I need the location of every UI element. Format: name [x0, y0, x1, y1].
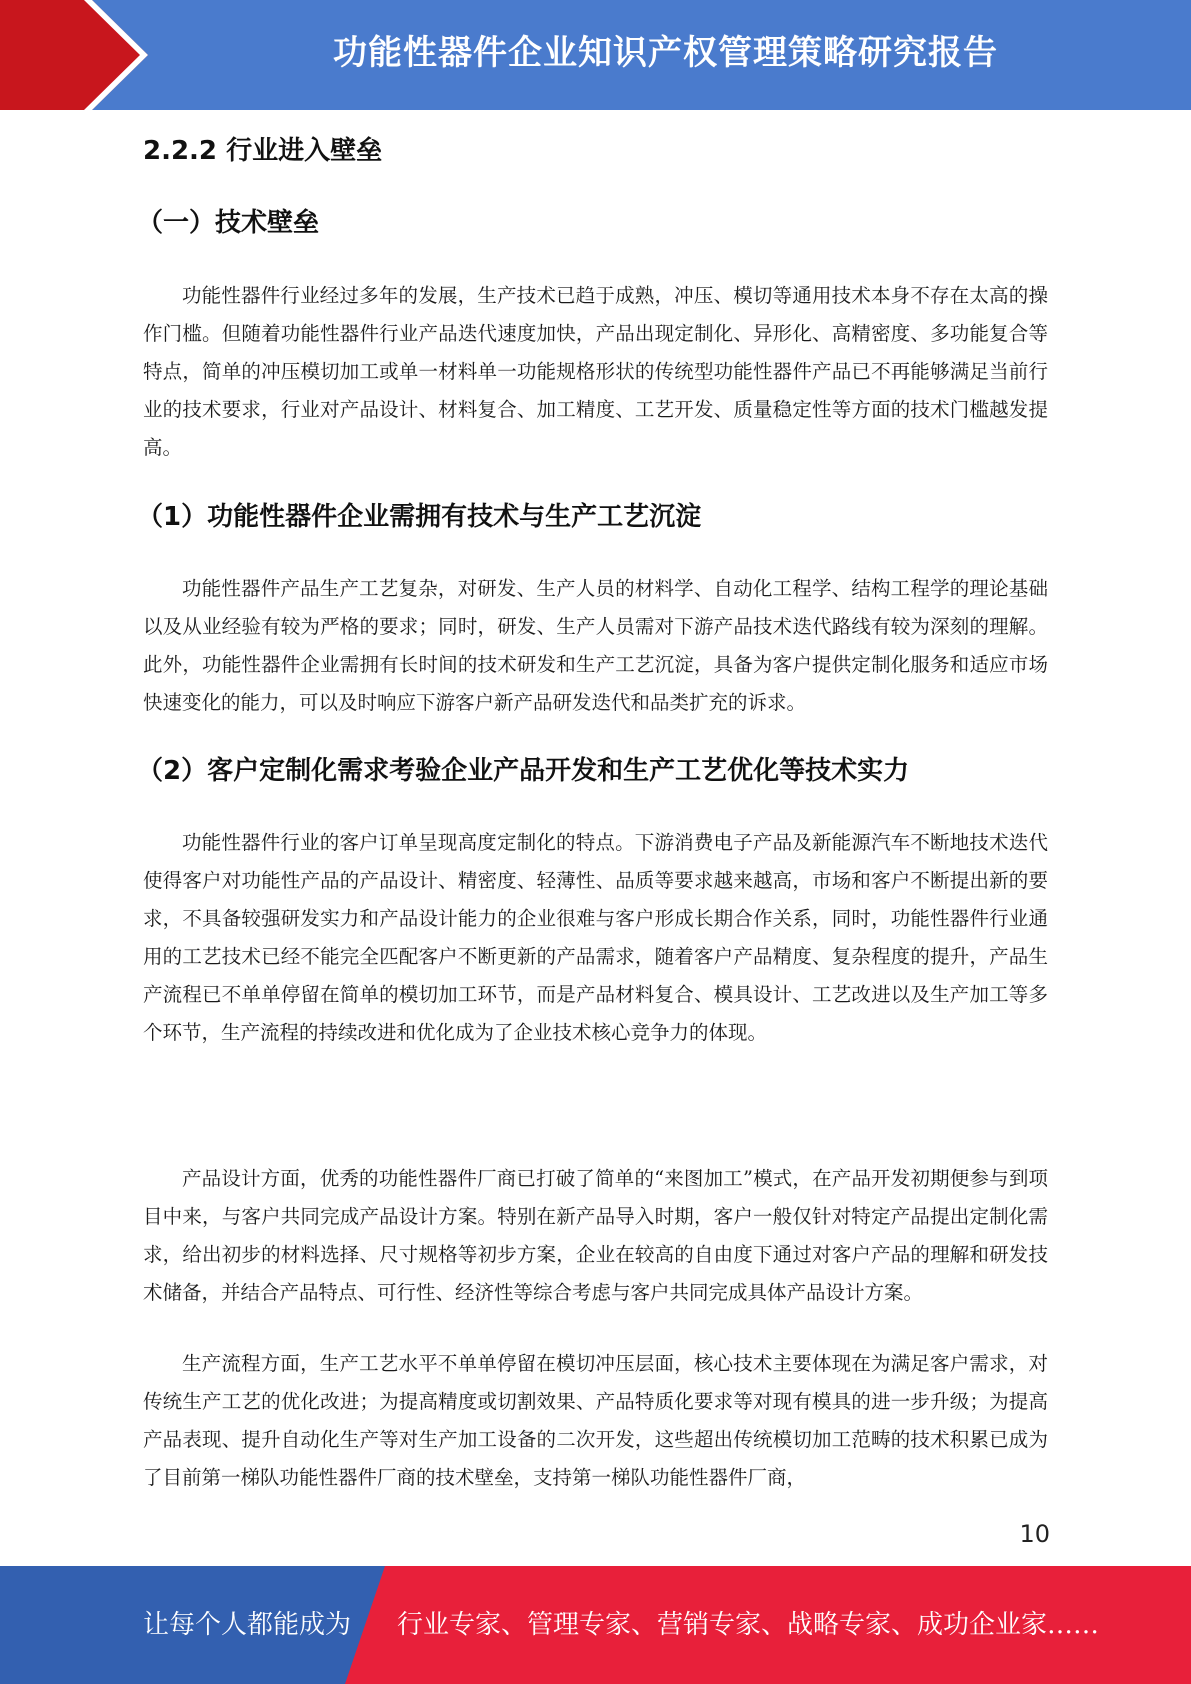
- paragraph: 功能性器件行业经过多年的发展，生产技术已趋于成熟，冲压、模切等通用技术本身不存在太高的操作门槛。但随着功能性器件行业产品迭代速度加快，产品出现定制化、异形化、高精密度、多功能复合等特点，简单的冲压模切加工或单一材料单一功能规格形状的传统型功能性器件产品已不再能够满足当前行业的技术要求，行业对产品设计、材料复合、加工精度、工艺开发、质量稳定性等方面的技术门槛越发提高。: [143, 284, 1048, 459]
- heading-2: （2）客户定制化需求考验企业产品开发和生产工艺优化等技术实力: [137, 756, 910, 786]
- section-heading: 2.2.2 行业进入壁垒: [143, 136, 383, 166]
- report-title: 功能性器件企业知识产权管理策略研究报告: [333, 33, 998, 73]
- page-number: 10: [1019, 1520, 1050, 1548]
- heading-1: （1）功能性器件企业需拥有技术与生产工艺沉淀: [137, 502, 702, 532]
- paragraph: 功能性器件产品生产工艺复杂，对研发、生产人员的材料学、自动化工程学、结构工程学的理论基础以及从业经验有较为严格的要求；同时，研发、生产人员需对下游产品技术迭代路线有较为深刻的理解。此外，功能性器件企业需拥有长时间的技术研发和生产工艺沉淀，具备为客户提供定制化服务和适应市场快速变化的能力，可以及时响应下游客户新产品研发迭代和品类扩充的诉求。: [143, 577, 1048, 714]
- paragraph: 产品设计方面，优秀的功能性器件厂商已打破了简单的“来图加工”模式，在产品开发初期便参与到项目中来，与客户共同完成产品设计方案。特别在新产品导入时期，客户一般仅针对特定产品提出定制化需求，给出初步的材料选择、尺寸规格等初步方案，企业在较高的自由度下通过对客户产品的理解和研发技术储备，并结合产品特点、可行性、经济性等综合考虑与客户共同完成具体产品设计方案。: [143, 1167, 1048, 1304]
- subsection-heading: （一）技术壁垒: [137, 208, 320, 238]
- paragraph: 功能性器件行业的客户订单呈现高度定制化的特点。下游消费电子产品及新能源汽车不断地技术迭代使得客户对功能性产品的产品设计、精密度、轻薄性、品质等要求越来越高，市场和客户不断提出新的要求，不具备较强研发实力和产品设计能力的企业很难与客户形成长期合作关系，同时，功能性器件行业通用的工艺技术已经不能完全匹配客户不断更新的产品需求，随着客户产品精度、复杂程度的提升，产品生产流程已不单单停留在简单的模切加工环节，而是产品材料复合、模具设计、工艺改进以及生产加工等多个环节，生产流程的持续改进和优化成为了企业技术核心竞争力的体现。: [143, 831, 1048, 1044]
- paragraph: 生产流程方面，生产工艺水平不单单停留在模切冲压层面，核心技术主要体现在为满足客户需求，对传统生产工艺的优化改进；为提高精度或切割效果、产品特质化要求等对现有模具的进一步升级；为提高产品表现、提升自动化生产等对生产加工设备的二次开发，这些超出传统模切加工范畴的技术积累已成为了目前第一梯队功能性器件厂商的技术壁垒，支持第一梯队功能性器件厂商，: [143, 1352, 1048, 1489]
- footer-tagline: 行业专家、管理专家、营销专家、战略专家、成功企业家……: [397, 1610, 1100, 1640]
- footer-slogan: 让每个人都能成为: [143, 1610, 352, 1640]
- page-header: [0, 0, 1191, 110]
- page-footer: [0, 1566, 1191, 1684]
